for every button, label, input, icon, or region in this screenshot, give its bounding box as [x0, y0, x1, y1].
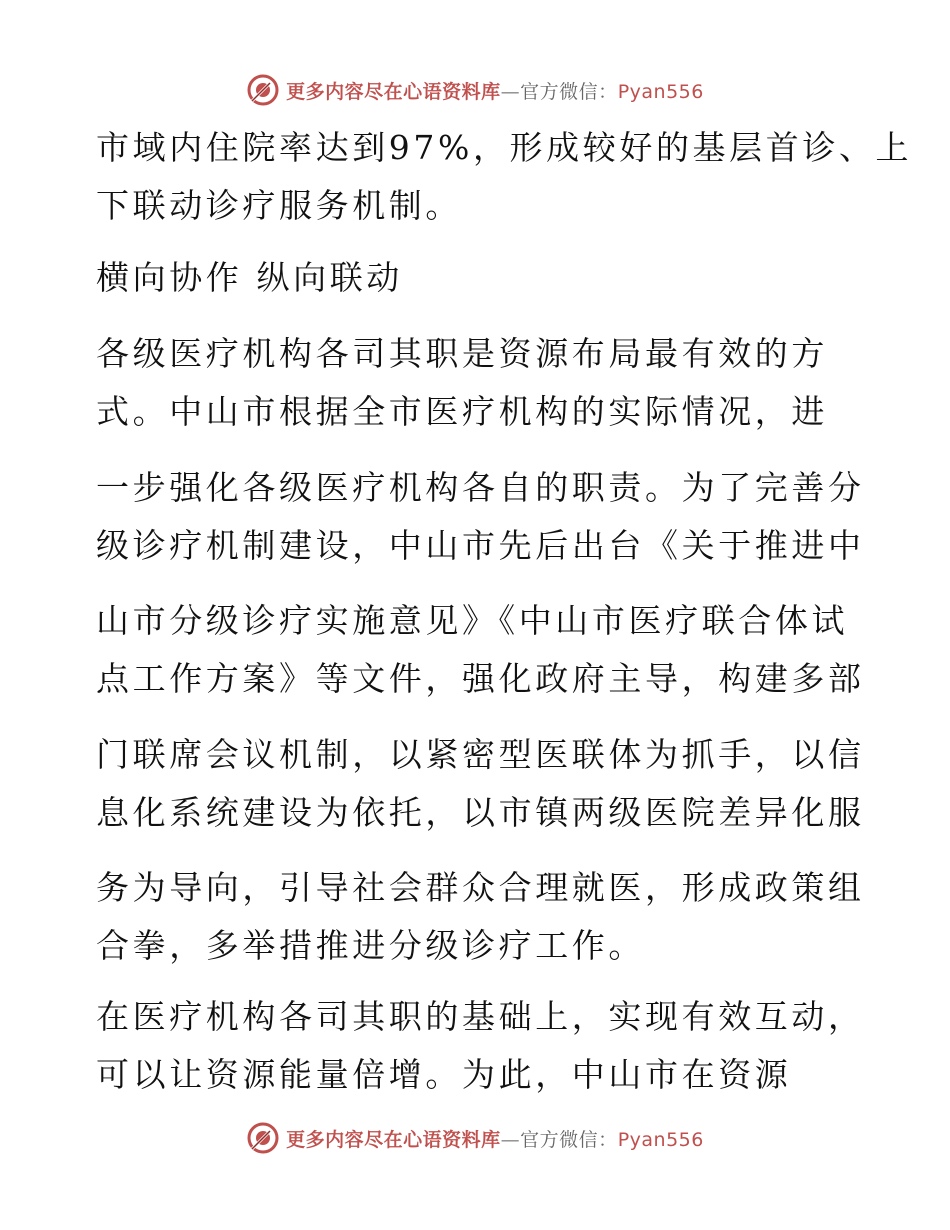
- body-line-14: 在医疗机构各司其职的基础上，实现有效互动，: [96, 997, 865, 1036]
- body-line-12: 务为导向，引导社会群众合理就医，形成政策组: [96, 868, 865, 907]
- body-line-1: 市域内住院率达到97%，形成较好的基层首诊、上: [96, 128, 913, 167]
- header-dash: —: [500, 80, 521, 103]
- body-line-9: 点工作方案》等文件，强化政府主导，构建多部: [96, 659, 865, 698]
- body-line-13: 合拳，多举措推进分级诊疗工作。: [96, 926, 645, 965]
- brand-logo-icon: [246, 1121, 280, 1155]
- body-line-2: 下联动诊疗服务机制。: [96, 186, 462, 225]
- header-wechat-handle: Pyan556: [617, 80, 704, 103]
- body-line-7: 级诊疗机制建设，中山市先后出台《关于推进中: [96, 526, 865, 565]
- header-brand-text: 更多内容尽在心语资料库: [286, 80, 501, 103]
- body-line-3: 横向协作 纵向联动: [96, 258, 403, 297]
- body-line-6: 一步强化各级医疗机构各自的职责。为了完善分: [96, 468, 865, 507]
- body-line-11: 息化系统建设为依托，以市镇两级医院差异化服: [96, 793, 865, 832]
- footer-brand-text: 更多内容尽在心语资料库: [286, 1128, 501, 1151]
- footer-banner: [0, 1118, 950, 1158]
- body-line-15: 可以让资源能量倍增。为此，中山市在资源: [96, 1055, 792, 1094]
- body-line-4: 各级医疗机构各司其职是资源布局最有效的方: [96, 334, 828, 373]
- footer-banner-text: [286, 1125, 704, 1152]
- body-line-8: 山市分级诊疗实施意见》《中山市医疗联合体试: [96, 601, 849, 640]
- body-line-10: 门联席会议机制，以紧密型医联体为抓手，以信: [96, 735, 865, 774]
- footer-wechat-handle: Pyan556: [617, 1128, 704, 1151]
- header-banner: [0, 70, 950, 110]
- header-banner-inner: [246, 73, 704, 107]
- header-banner-text: [286, 77, 704, 104]
- brand-logo-icon: [246, 73, 280, 107]
- footer-wechat-label: 官方微信：: [520, 1128, 618, 1151]
- header-wechat-label: 官方微信：: [520, 80, 618, 103]
- footer-banner-inner: [246, 1121, 704, 1155]
- body-line-5: 式。中山市根据全市医疗机构的实际情况，进: [96, 392, 828, 431]
- footer-dash: —: [500, 1128, 521, 1151]
